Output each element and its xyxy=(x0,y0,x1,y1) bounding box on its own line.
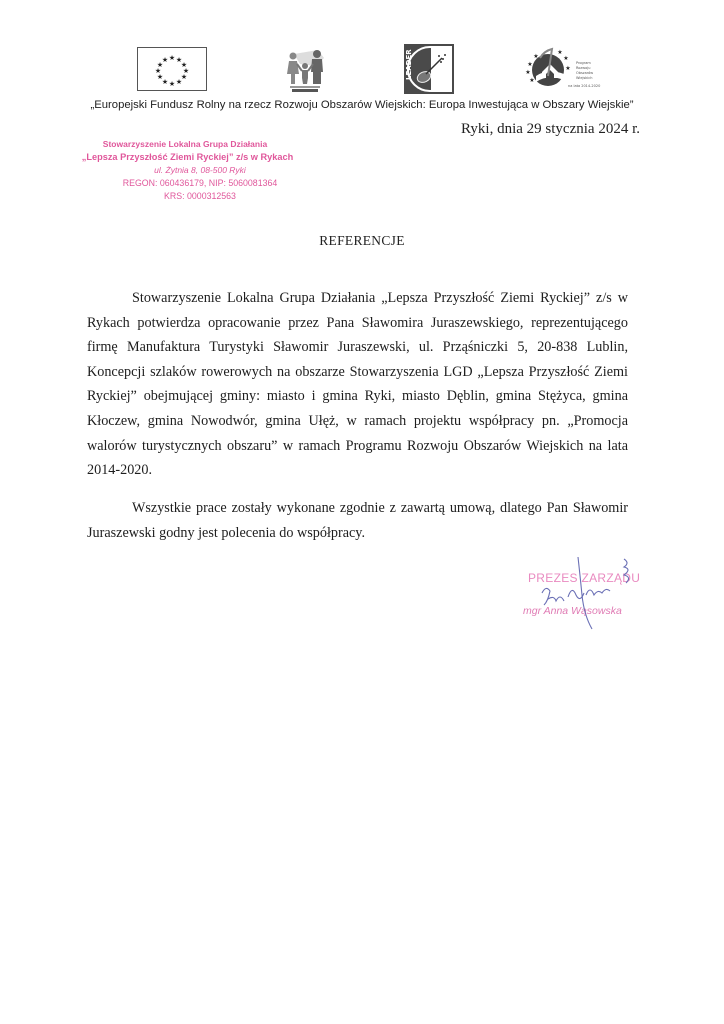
handwritten-signature-icon xyxy=(520,555,650,630)
funding-statement: „Europejski Fundusz Rolny na rzecz Rozwoju Obszarów Wiejskich: Europa Inwestująca w Obszary Wiejskie” xyxy=(90,99,634,111)
svg-text:★: ★ xyxy=(180,73,188,81)
eu-flag-logo xyxy=(137,47,207,91)
signature-block xyxy=(520,555,650,630)
svg-text:Program: Program xyxy=(576,61,591,65)
eu-flag-icon xyxy=(138,48,206,90)
svg-text:Wiejskich: Wiejskich xyxy=(576,76,593,80)
stamp-line-organization: Stowarzyszenie Lokalna Grupa Działania xyxy=(102,139,268,149)
body-paragraph-2: Wszystkie prace zostały wykonane zgodnie z zawartą umową, dlatego Pan Sławomir Juraszewski godny jest polecenia do współpracy. xyxy=(87,500,628,541)
svg-text:★: ★ xyxy=(168,54,176,62)
signature-role: PREZES ZARZĄDU xyxy=(528,571,641,585)
svg-text:★: ★ xyxy=(565,65,571,72)
svg-text:★: ★ xyxy=(529,77,535,84)
svg-text:na lata 2014-2020: na lata 2014-2020 xyxy=(568,84,601,88)
svg-text:★: ★ xyxy=(161,78,169,86)
svg-text:★: ★ xyxy=(525,69,531,76)
svg-text:★: ★ xyxy=(557,49,563,56)
signature-name: mgr Anna Wąsowska xyxy=(523,605,622,617)
body-paragraph-1: Stowarzyszenie Lokalna Grupa Działania „Lepsza Przyszłość Ziemi Ryckiej” z/s w Rykach potwierdza opracowanie przez Pana Sławomira Juraszewskiego, reprezentującego firmę Manufaktura Turystyki Sławomir Juraszewski, ul. Prząśniczki 5, 20-838 Lublin, Koncepcji szlaków rowerowych na obszarze Stowarzyszenia LGD „Lepsza Przyszłość Ziemi Ryckiej” obejmującej gminy: miasto i gmina Ryki, miasto Dęblin, gmina Stężyca, gmina Kłoczew, gmina Nowodwór, gmina Ułęż, w ramach projektu współpracy pn. „Promocja walorów turystycznych obszaru” w ramach Programu Rozwoju Obszarów Wiejskich na lata 2014-2020. xyxy=(87,290,628,479)
prow-logo xyxy=(524,46,604,92)
prow-icon xyxy=(524,46,604,92)
stamp-line-krs: KRS: 0000312563 xyxy=(164,191,236,201)
svg-text:★: ★ xyxy=(527,61,533,68)
leader-icon xyxy=(404,44,454,94)
document-title: REFERENCJE xyxy=(319,233,405,248)
svg-text:★: ★ xyxy=(168,80,176,88)
svg-text:LEADER: LEADER xyxy=(405,49,413,80)
svg-text:★: ★ xyxy=(154,67,162,75)
lgd-lepsza-przyszlosc-logo xyxy=(280,44,330,96)
svg-text:★: ★ xyxy=(563,55,569,62)
svg-text:★: ★ xyxy=(156,73,164,81)
svg-text:★: ★ xyxy=(161,56,169,64)
svg-text:★: ★ xyxy=(175,78,183,86)
stamp-line-address: ul. Żytnia 8, 08-500 Ryki xyxy=(154,165,246,175)
leader-logo xyxy=(404,44,454,94)
family-icon xyxy=(280,44,330,96)
stamp-line-regon-nip: REGON: 060436179, NIP: 5060081364 xyxy=(122,178,278,188)
stamp-line-name: „Lepsza Przyszłość Ziemi Ryckiej” z/s w Rykach xyxy=(81,152,294,162)
svg-text:★: ★ xyxy=(156,61,164,69)
svg-text:★: ★ xyxy=(182,67,190,75)
date-line: Ryki, dnia 29 stycznia 2024 r. xyxy=(461,121,640,137)
svg-text:Obszarów: Obszarów xyxy=(576,71,594,75)
svg-text:Rozwoju: Rozwoju xyxy=(576,66,591,70)
svg-text:★: ★ xyxy=(175,56,183,64)
organization-stamp xyxy=(80,138,300,203)
svg-text:★: ★ xyxy=(533,53,539,60)
svg-text:★: ★ xyxy=(180,61,188,69)
